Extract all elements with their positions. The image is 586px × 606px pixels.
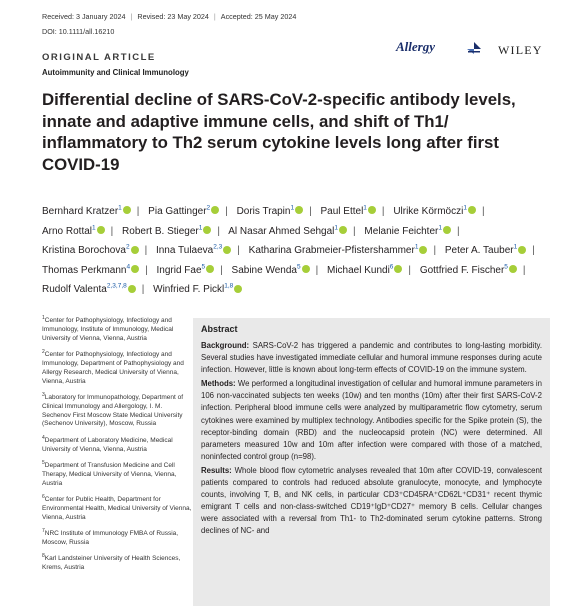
orcid-icon[interactable] [339,226,347,234]
author-separator: | [315,264,319,276]
author-separator: | [532,245,535,257]
results-label: Results: [201,465,232,475]
affiliation-marker: 1 [414,243,419,251]
author-separator: | [353,225,356,237]
methods-label: Methods: [201,379,236,389]
author-label: Ingrid Fae [156,264,202,276]
author-name[interactable] [393,206,476,217]
affiliation-text: Department of Transfusion Medicine and Cell Therapy, Medical University of Vienna, Vienna, Austria [42,462,177,487]
author-label: Ulrike Körmöczi [393,206,464,217]
author-separator: | [220,264,223,276]
revised-date: Revised: 23 May 2024 [137,12,209,21]
affiliation-number: 1 [42,315,45,321]
publication-dates [42,12,296,21]
author-name[interactable] [42,245,139,256]
orcid-icon[interactable] [97,226,105,234]
orcid-icon[interactable] [509,265,517,273]
affiliation-marker: 5 [201,263,206,271]
author-separator: | [144,245,148,257]
orcid-icon[interactable] [234,285,242,293]
publisher-logo: WILEY [498,43,543,57]
author-separator: | [408,264,412,276]
affiliation-item [42,493,192,523]
author-separator: | [522,264,526,276]
affiliation-text: Center for Public Health, Department for Environmental Health, Medical University of Vienna, Vienna, Austria [42,496,192,521]
author-separator: | [237,245,240,257]
author-label: Peter A. Tauber [444,245,514,257]
affiliations [42,314,192,578]
article-title: Differential decline of SARS-CoV-2-specific antibody levels, innate and adaptive immune cells, and shift of Th1/ inflammatory to Th2 serum cytokine levels long after first COVID-19 [42,90,516,174]
author-label: Winfried F. Pickl [153,284,225,296]
author-label: Kristina Borochova [42,245,126,257]
doi-link[interactable]: DOI: 10.1111/all.16210 [42,27,115,36]
author-separator: | [433,245,437,257]
affiliation-text: Karl Landsteiner University of Health Sciences, Krems, Austria [42,555,181,572]
author-separator: | [110,225,114,237]
orcid-icon[interactable] [443,226,451,234]
author-label: Bernhard Kratzer [42,206,119,217]
orcid-icon[interactable] [131,246,139,254]
affiliation-marker: 1 [198,224,203,232]
orcid-icon[interactable] [518,246,526,254]
author-separator: | [136,206,140,217]
affiliation-marker: 1 [438,224,442,232]
author-name[interactable] [42,206,131,217]
affiliation-text: NRC Institute of Immunology FMBA of Russia, Moscow, Russia [42,530,179,547]
affiliation-number: 4 [42,434,45,441]
affiliation-item [42,348,192,386]
affiliation-marker: 1 [463,204,467,212]
author-name[interactable] [228,226,347,237]
orcid-icon[interactable] [295,206,303,214]
author-separator: | [217,225,220,237]
author-name[interactable] [237,206,304,217]
author-separator: | [381,206,385,217]
affiliation-number: 7 [42,528,45,535]
affiliation-marker: 1 [334,224,339,232]
author-name[interactable] [42,265,139,276]
orcid-icon[interactable] [223,246,231,254]
orcid-icon[interactable] [123,206,131,214]
affiliation-text: Center for Pathophysiology, Infectiology and Immunology, Institute of Immunology, Medical University of Vienna, Vienna, Austria [42,317,174,342]
affiliation-text: Center for Pathophysiology, Infectiology and Immunology, Department of Pathophysiology and Allergy Research, Medical University of Vienna, Vienna, Austria [42,351,184,385]
affiliation-marker: 2,3 [213,243,223,251]
abstract-box [193,318,550,606]
author-separator: | [145,264,148,276]
author-name[interactable] [364,226,451,237]
results-text: Whole blood flow cytometric analyses revealed that 10m after COVID-19, convalescent patients compared to controls had reduced absolute granulocyte, monocyte, and lymphocyte counts, involving T, B, and NK cells, in particular CD3⁺CD45RA⁺CD62L⁺CD31⁺ recent thymic emigrant T cells and non-class-switched CD19⁺IgD⁺CD27⁺ memory B cells. Cellular changes were associated with a reversal from Th1- to Th2-dominated serum cytokine patterns. Strong declines of NC- and [201,465,542,536]
affiliation-marker: 1 [513,243,518,251]
affiliation-number: 2 [42,349,45,356]
orcid-icon[interactable] [131,265,139,273]
abstract-results [201,465,542,538]
orcid-icon[interactable] [419,246,427,254]
background-label: Background: [201,341,250,350]
affiliation-text: Laboratory for Immunopathology, Department of Clinical Immunology and Allergology, I. M. Sechenov First Moscow State Medical University (Sechenov University), Moscow, Russia [42,394,184,428]
author-name[interactable] [445,245,526,256]
affiliation-item [42,434,192,455]
author-label: Inna Tulaeva [155,245,214,257]
abstract-heading: Abstract [201,324,238,334]
affiliation-number: 6 [42,494,45,501]
orcid-icon[interactable] [468,206,476,214]
author-name[interactable] [157,265,215,276]
eaaci-emblem-icon [466,41,482,55]
author-label: Katharina Grabmeier-Pfistershammer [248,245,415,257]
affiliation-item [42,314,192,344]
affiliation-text: Department of Laboratory Medicine, Medical University of Vienna, Vienna, Austria [42,436,173,453]
affiliation-marker: 1 [290,204,295,212]
affiliation-number: 3 [42,391,45,398]
affiliation-marker: 2,3,7,8 [106,283,127,291]
divider: | [130,12,133,21]
affiliation-marker: 1 [118,204,122,212]
author-label: Rudolf Valenta [42,284,107,296]
affiliation-number: 5 [42,459,45,466]
author-name[interactable] [320,206,375,217]
accepted-date: Accepted: 25 May 2024 [220,12,297,21]
section-label: Autoimmunity and Clinical Immunology [42,68,189,77]
journal-logo [396,39,492,63]
author-name[interactable] [327,265,402,276]
affiliation-marker: 1,8 [224,283,234,291]
author-name[interactable] [42,284,136,295]
author-name[interactable] [156,245,231,256]
author-label: Al Nasar Ahmed Sehgal [228,225,335,237]
orcid-icon[interactable] [128,285,136,293]
divider: | [213,12,216,21]
author-separator: | [481,206,485,217]
author-name[interactable] [420,265,517,276]
received-date: Received: 3 January 2024 [42,12,126,21]
author-list [42,202,552,300]
affiliation-marker: 5 [504,263,508,271]
affiliation-marker: 4 [126,263,131,271]
author-name[interactable] [249,245,428,256]
author-name[interactable] [153,284,242,295]
author-separator: | [309,206,312,217]
affiliation-item [42,552,192,573]
author-name[interactable] [122,226,211,237]
author-name[interactable] [42,226,105,237]
author-label: Doris Trapin [236,206,291,217]
author-separator: | [456,225,460,237]
author-name[interactable] [232,265,310,276]
article-type: ORIGINAL ARTICLE [42,52,156,63]
author-label: Pia Gattinger [148,206,207,217]
author-label: Sabine Wenda [231,264,297,276]
orcid-icon[interactable] [211,206,219,214]
affiliation-item [42,459,192,489]
affiliation-marker: 1 [92,224,96,232]
orcid-icon[interactable] [206,265,214,273]
author-name[interactable] [148,206,219,217]
affiliation-marker: 6 [389,263,394,271]
author-label: Melanie Feichter [364,225,439,237]
orcid-icon[interactable] [302,265,310,273]
affiliation-marker: 5 [296,263,301,271]
journal-name: Allergy [396,39,435,54]
author-label: Paul Ettel [320,206,364,217]
affiliation-marker: 1 [363,204,367,212]
methods-text: We performed a longitudinal investigation of cellular and humoral immune parameters in 106 non-vaccinated subjects ten weeks (10w) and ten months (10m) after their first SARS-CoV-2 infection. Peripheral blood immune cells were analyzed by multiparametric flow cytometry, serum cytokines were examined by multiplex technology. Antibodies specific for the Spike protein (S), the receptor-binding domain (RBD) and the nucleocapsid protein (NC) were determined. All parameters measured 10w and 10m after infection were compared with those of a matched, noninfected control group (n=98). [201,379,542,461]
background-text: SARS-CoV-2 has triggered a pandemic and contributes to long-lasting morbidity. Several studies have investigated immediate cellular and humoral immune responses during acute infection. However, little is known about long-term effects of COVID-19 on the immune system. [201,341,542,375]
author-label: Thomas Perkmann [42,264,127,276]
orcid-icon[interactable] [203,226,211,234]
author-separator: | [225,206,228,217]
author-label: Michael Kundi [326,264,390,276]
abstract-background [201,340,542,376]
affiliation-item [42,391,192,429]
author-label: Gottfried F. Fischer [419,264,505,276]
abstract-methods [201,378,542,463]
affiliation-marker: 2 [125,243,130,251]
orcid-icon[interactable] [394,265,402,273]
author-label: Robert B. Stieger [122,225,199,237]
affiliation-marker: 2 [206,204,211,212]
author-label: Arno Rottal [42,225,93,237]
affiliation-item [42,527,192,548]
affiliation-number: 8 [42,553,45,560]
orcid-icon[interactable] [368,206,376,214]
author-separator: | [141,284,145,296]
